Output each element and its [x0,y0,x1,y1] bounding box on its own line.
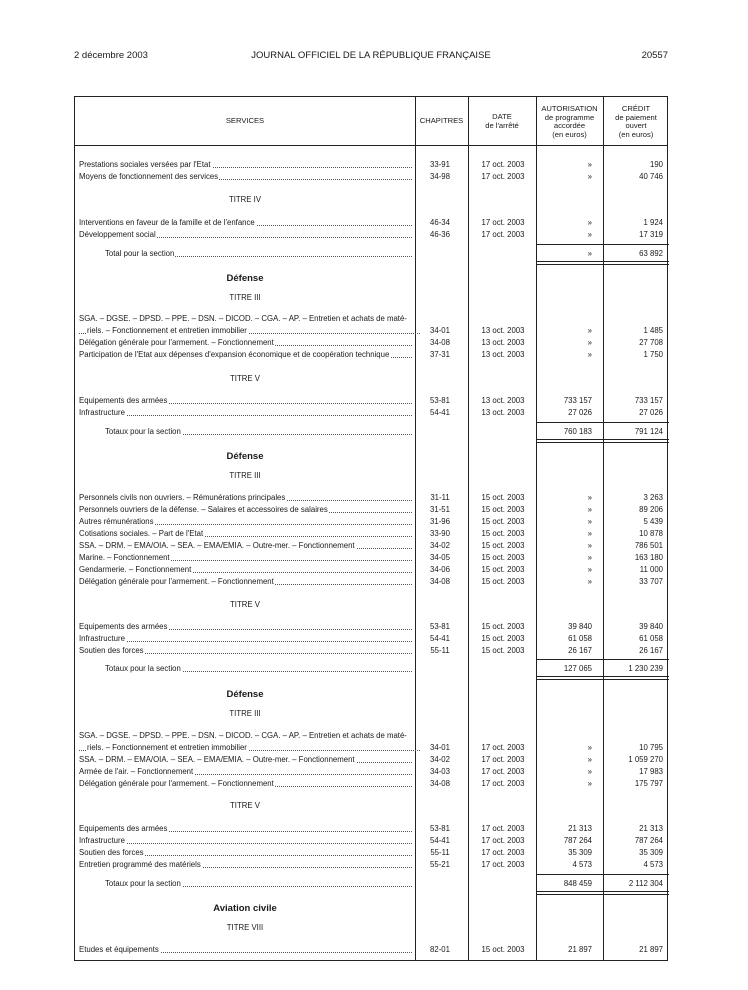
total-credit: 2 112 304 [628,879,663,888]
service-label: riels. – Fonctionnement et entretien immobilier [87,743,247,752]
table-row [75,859,669,871]
cell-autorisation: » [587,172,592,181]
cell-date: 17 oct. 2003 [481,848,525,857]
cell-service [79,540,412,552]
service-label: SSA. – DRM. – EMA/OIA. – SEA. – EMA/EMIA. – Outre-mer. – Fonctionnement [79,755,355,764]
header-journal-title: JOURNAL OFFICIEL DE LA RÉPUBLIQUE FRANÇAISE [251,50,491,61]
cell-autorisation: » [587,779,592,788]
cell-autorisation: 39 840 [568,622,592,631]
cell-service [79,349,412,361]
cell-chapitre: 53-81 [430,396,450,405]
table-row [75,847,669,859]
table-row [75,159,669,171]
cell-chapitre: 53-81 [430,824,450,833]
cell-service [79,730,412,742]
cell-autorisation: » [587,326,592,335]
total-label: Totaux pour la section [105,427,181,436]
cell-credit: 10 795 [639,743,663,752]
cell-credit: 1 750 [643,350,663,359]
cell-credit: 26 167 [639,646,663,655]
cell-chapitre: 31-11 [430,493,450,502]
titre-heading: TITRE III [229,471,261,480]
table-row [75,645,669,657]
service-label: Délégation générale pour l'armement. – Fonctionnement [79,779,274,788]
cell-service [79,835,412,847]
cell-service [79,325,420,337]
cell-credit: 21 897 [639,945,663,954]
header-divider [75,145,667,146]
cell-date: 13 oct. 2003 [481,350,525,359]
cell-credit: 61 058 [639,634,663,643]
cell-service [79,229,412,241]
cell-autorisation: » [587,350,592,359]
cell-credit: 163 180 [634,553,663,562]
titre-heading: TITRE V [230,801,260,810]
cell-date: 15 oct. 2003 [481,529,525,538]
column-header-autorisation: AUTORISATION de programme accordée (en euros) [541,104,598,139]
service-label: SSA. – DRM. – EMA/OIA. – SEA. – EMA/EMIA. – Outre-mer. – Fonctionnement [79,541,355,550]
column-header-chapitres: CHAPITRES [419,116,464,125]
cell-date: 17 oct. 2003 [481,172,525,181]
cell-chapitre: 34-02 [430,755,450,764]
titre-heading: TITRE III [229,293,261,302]
total-autorisation: 848 459 [563,879,592,888]
page-header [74,50,668,64]
cell-credit: 35 309 [639,848,663,857]
service-label: Cotisations sociales. – Part de l'Etat [79,529,204,538]
cell-service [79,504,412,516]
cell-date: 17 oct. 2003 [481,767,525,776]
cell-credit: 33 707 [639,577,663,586]
titre-heading: TITRE VIII [226,923,264,932]
cell-chapitre: 46-36 [430,230,450,239]
cell-autorisation: 61 058 [568,634,592,643]
service-label: Gendarmerie. – Fonctionnement [79,565,192,574]
total-double-rule [537,676,669,680]
appropriations-table [74,96,668,961]
service-label: Participation de l'Etat aux dépenses d'expansion économique et de coopération technique [79,350,390,359]
cell-chapitre: 54-41 [430,836,450,845]
cell-autorisation: » [587,230,592,239]
cell-service [79,754,412,766]
cell-service [79,859,412,871]
table-row [75,217,669,229]
cell-chapitre: 55-21 [430,860,450,869]
cell-chapitre: 34-01 [430,743,450,752]
service-label: Equipements des armées [79,824,168,833]
cell-chapitre: 33-90 [430,529,450,538]
service-label: SGA. – DGSE. – DPSD. – PPE. – DSN. – DICOD. – CGA. – AP. – Entretien et achats de maté- [79,314,407,323]
cell-date: 17 oct. 2003 [481,860,525,869]
cell-credit: 89 206 [639,505,663,514]
cell-autorisation: » [587,529,592,538]
cell-date: 15 oct. 2003 [481,622,525,631]
cell-date: 15 oct. 2003 [481,646,525,655]
total-rule [537,244,669,245]
service-label: Soutien des forces [79,848,144,857]
service-label: Etudes et équipements [79,945,159,954]
cell-date: 17 oct. 2003 [481,743,525,752]
service-label: Délégation générale pour l'armement. – Fonctionnement [79,577,274,586]
table-row [75,944,669,956]
cell-autorisation: » [587,493,592,502]
cell-chapitre: 37-31 [430,350,450,359]
total-row [75,248,669,260]
cell-chapitre: 54-41 [430,408,450,417]
cell-credit: 5 439 [643,517,663,526]
table-row [75,576,669,588]
header-date: 2 décembre 2003 [74,50,148,61]
cell-autorisation: » [587,218,592,227]
service-label: Infrastructure [79,836,125,845]
cell-chapitre: 34-08 [430,577,450,586]
cell-date: 17 oct. 2003 [481,824,525,833]
total-credit: 63 892 [639,249,663,258]
cell-service [79,217,412,229]
cell-service [79,766,412,778]
cell-date: 15 oct. 2003 [481,945,525,954]
cell-chapitre: 34-98 [430,172,450,181]
cell-autorisation: » [587,743,592,752]
cell-credit: 787 264 [634,836,663,845]
cell-autorisation: 21 313 [568,824,592,833]
service-label: Entretien programmé des matériels [79,860,201,869]
cell-service [79,516,412,528]
section-heading: Défense [226,451,264,462]
cell-autorisation: » [587,505,592,514]
cell-credit: 190 [649,160,663,169]
cell-chapitre: 55-11 [430,848,450,857]
service-label: Equipements des armées [79,622,168,631]
cell-chapitre: 34-01 [430,326,450,335]
cell-autorisation: 35 309 [568,848,592,857]
column-header-services: SERVICES [225,116,265,125]
cell-credit: 4 573 [643,860,663,869]
cell-chapitre: 34-08 [430,338,450,347]
service-label: Autres rémunérations [79,517,154,526]
cell-date: 15 oct. 2003 [481,634,525,643]
cell-autorisation: » [587,577,592,586]
table-row [75,407,669,419]
section-heading: Défense [226,689,264,700]
cell-chapitre: 55-11 [430,646,450,655]
service-label: Infrastructure [79,408,125,417]
titre-heading: TITRE V [230,374,260,383]
cell-autorisation: 733 157 [563,396,592,405]
service-label: Infrastructure [79,634,125,643]
cell-chapitre: 31-96 [430,517,450,526]
cell-autorisation: » [587,767,592,776]
cell-chapitre: 34-06 [430,565,450,574]
cell-autorisation: 26 167 [568,646,592,655]
total-double-rule [537,439,669,443]
table-row [75,325,669,337]
cell-credit: 17 319 [639,230,663,239]
cell-chapitre: 34-03 [430,767,450,776]
service-label: Interventions en faveur de la famille et de l'enfance [79,218,255,227]
table-row [75,395,669,407]
cell-service [105,426,412,438]
cell-chapitre: 34-02 [430,541,450,550]
cell-date: 13 oct. 2003 [481,408,525,417]
cell-credit: 1 924 [643,218,663,227]
table-row [75,229,669,241]
cell-service [105,248,412,260]
cell-credit: 27 026 [639,408,663,417]
cell-service [79,337,412,349]
cell-chapitre: 34-08 [430,779,450,788]
cell-date: 17 oct. 2003 [481,230,525,239]
cell-autorisation: » [587,517,592,526]
cell-credit: 786 501 [634,541,663,550]
section-heading: Aviation civile [213,903,277,914]
cell-chapitre: 33-91 [430,160,450,169]
table-row [75,633,669,645]
cell-autorisation: 787 264 [563,836,592,845]
total-autorisation: » [587,249,592,258]
table-row [75,349,669,361]
cell-service [79,552,412,564]
cell-credit: 27 708 [639,338,663,347]
cell-service [105,878,412,890]
table-row [75,835,669,847]
cell-autorisation: 4 573 [572,860,592,869]
cell-date: 13 oct. 2003 [481,338,525,347]
total-row [75,878,669,890]
table-row [75,504,669,516]
total-label: Totaux pour la section [105,879,181,888]
cell-date: 15 oct. 2003 [481,505,525,514]
titre-heading: TITRE III [229,709,261,718]
cell-credit: 11 000 [639,565,663,574]
cell-service [79,313,412,325]
service-label: Moyens de fonctionnement des services [79,172,219,181]
cell-date: 15 oct. 2003 [481,517,525,526]
service-label: Armée de l'air. – Fonctionnement [79,767,194,776]
service-label: Marine. – Fonctionnement [79,553,170,562]
table-row [75,552,669,564]
cell-service [79,492,412,504]
cell-autorisation: » [587,541,592,550]
cell-date: 17 oct. 2003 [481,755,525,764]
total-rule [537,422,669,423]
cell-date: 15 oct. 2003 [481,577,525,586]
cell-service [105,663,412,675]
total-double-rule [537,261,669,265]
service-label: riels. – Fonctionnement et entretien immobilier [87,326,247,335]
cell-service [79,528,412,540]
table-row [75,742,669,754]
service-label: Personnels civils non ouvriers. – Rémunérations principales [79,493,286,502]
dot-leader [79,843,412,844]
header-page-number: 20557 [641,50,668,61]
total-label: Total pour la section [105,249,175,258]
cell-autorisation: » [587,338,592,347]
table-row [75,540,669,552]
cell-autorisation: » [587,565,592,574]
section-heading: Défense [226,273,264,284]
table-row [75,528,669,540]
cell-service [79,742,420,754]
cell-autorisation: » [587,160,592,169]
titre-heading: TITRE IV [228,195,262,204]
cell-chapitre: 82-01 [430,945,450,954]
cell-credit: 40 746 [639,172,663,181]
cell-service [79,633,412,645]
table-row [75,766,669,778]
cell-autorisation: » [587,553,592,562]
total-rule [537,874,669,875]
cell-service [79,621,412,633]
cell-date: 17 oct. 2003 [481,779,525,788]
table-row [75,754,669,766]
table-row [75,730,669,742]
table-row [75,313,669,325]
table-row [75,171,669,183]
cell-chapitre: 31-51 [430,505,450,514]
cell-chapitre: 53-81 [430,622,450,631]
titre-heading: TITRE V [230,600,260,609]
cell-date: 15 oct. 2003 [481,541,525,550]
cell-date: 15 oct. 2003 [481,493,525,502]
cell-chapitre: 34-05 [430,553,450,562]
cell-chapitre: 54-41 [430,634,450,643]
table-row [75,516,669,528]
cell-credit: 1 059 270 [628,755,663,764]
total-double-rule [537,891,669,895]
column-header-date: DATE de l'arrêté [485,112,519,130]
cell-credit: 10 878 [639,529,663,538]
cell-credit: 1 485 [643,326,663,335]
cell-credit: 17 983 [639,767,663,776]
cell-service [79,944,412,956]
table-row [75,621,669,633]
cell-service [79,407,412,419]
total-row [75,426,669,438]
cell-credit: 175 797 [634,779,663,788]
cell-credit: 39 840 [639,622,663,631]
cell-service [79,823,412,835]
cell-credit: 733 157 [634,396,663,405]
cell-autorisation: 27 026 [568,408,592,417]
dot-leader [79,641,412,642]
cell-service [79,778,412,790]
cell-date: 17 oct. 2003 [481,836,525,845]
service-label: Soutien des forces [79,646,144,655]
table-row [75,492,669,504]
cell-service [79,564,412,576]
cell-service [79,171,412,183]
cell-autorisation: » [587,755,592,764]
cell-chapitre: 46-34 [430,218,450,227]
total-rule [537,659,669,660]
table-row [75,337,669,349]
total-credit: 791 124 [634,427,663,436]
total-autorisation: 760 183 [563,427,592,436]
table-row [75,778,669,790]
cell-service [79,395,412,407]
cell-date: 15 oct. 2003 [481,553,525,562]
table-row [75,564,669,576]
total-row [75,663,669,675]
service-label: Prestations sociales versées par l'Etat [79,160,211,169]
cell-service [79,847,412,859]
total-credit: 1 230 239 [628,664,663,673]
service-label: Personnels ouvriers de la défense. – Salaires et accessoires de salaires [79,505,328,514]
cell-date: 13 oct. 2003 [481,326,525,335]
cell-credit: 3 263 [643,493,663,502]
cell-date: 17 oct. 2003 [481,160,525,169]
service-label: Développement social [79,230,156,239]
cell-date: 13 oct. 2003 [481,396,525,405]
dot-leader [79,415,412,416]
table-row [75,823,669,835]
service-label: Equipements des armées [79,396,168,405]
cell-service [79,576,412,588]
cell-service [79,159,412,171]
column-header-credit: CRÉDIT de paiement ouvert (en euros) [615,104,657,139]
cell-date: 17 oct. 2003 [481,218,525,227]
service-label: SGA. – DGSE. – DPSD. – PPE. – DSN. – DICOD. – CGA. – AP. – Entretien et achats de maté- [79,731,407,740]
cell-service [79,645,412,657]
service-label: Délégation générale pour l'armement. – Fonctionnement [79,338,274,347]
cell-autorisation: 21 897 [568,945,592,954]
cell-credit: 21 313 [639,824,663,833]
cell-date: 15 oct. 2003 [481,565,525,574]
total-autorisation: 127 065 [563,664,592,673]
total-label: Totaux pour la section [105,664,181,673]
